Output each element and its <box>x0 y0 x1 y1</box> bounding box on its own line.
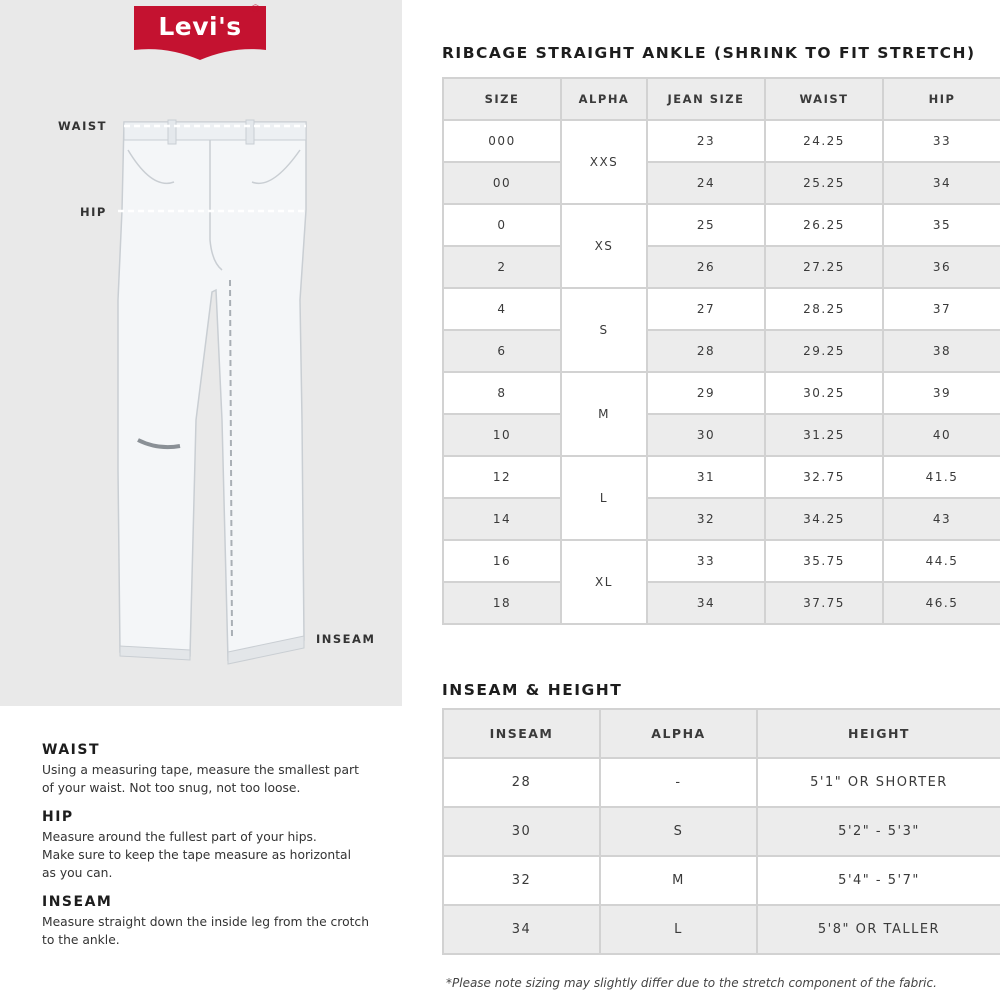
table-row <box>443 856 1000 905</box>
guide-waist <box>42 742 412 797</box>
size-cell: 10 <box>443 414 561 456</box>
height-cell: 5'1" OR SHORTER <box>757 758 1000 807</box>
jean-size-cell: 34 <box>647 582 765 624</box>
column-header: HEIGHT <box>757 709 1000 758</box>
waist-cell: 34.25 <box>765 498 883 540</box>
waist-cell: 31.25 <box>765 414 883 456</box>
table-row <box>443 162 1000 204</box>
jeans-icon <box>0 0 402 706</box>
column-header: ALPHA <box>561 78 647 120</box>
column-header: SIZE <box>443 78 561 120</box>
waist-cell: 28.25 <box>765 288 883 330</box>
jean-size-cell: 30 <box>647 414 765 456</box>
table-row <box>443 582 1000 624</box>
jean-size-cell: 24 <box>647 162 765 204</box>
guide-heading: INSEAM <box>42 894 113 910</box>
size-cell: 14 <box>443 498 561 540</box>
hip-cell: 35 <box>883 204 1000 246</box>
jean-size-cell: 23 <box>647 120 765 162</box>
size-cell: 16 <box>443 540 561 582</box>
inseam-height-table <box>442 708 1000 955</box>
registered-mark: ® <box>250 2 261 15</box>
table-row <box>443 758 1000 807</box>
waist-cell: 35.75 <box>765 540 883 582</box>
guide-text: Measure straight down the inside leg from the crotch to the ankle. <box>42 915 369 947</box>
guide-heading: HIP <box>42 809 74 825</box>
size-cell: 18 <box>443 582 561 624</box>
height-cell: 5'8" OR TALLER <box>757 905 1000 954</box>
alpha-cell: M <box>561 372 647 456</box>
guide-text: Using a measuring tape, measure the smallest part of your waist. Not too snug, not too loose. <box>42 763 359 795</box>
table-row <box>443 120 1000 162</box>
size-chart-table <box>442 77 1000 625</box>
size-cell: 8 <box>443 372 561 414</box>
hip-cell: 41.5 <box>883 456 1000 498</box>
inseam-cell: 32 <box>443 856 600 905</box>
column-header: JEAN SIZE <box>647 78 765 120</box>
hip-cell: 46.5 <box>883 582 1000 624</box>
hip-cell: 34 <box>883 162 1000 204</box>
hip-cell: 40 <box>883 414 1000 456</box>
inseam-cell: 34 <box>443 905 600 954</box>
waist-cell: 32.75 <box>765 456 883 498</box>
hip-cell: 33 <box>883 120 1000 162</box>
hip-cell: 38 <box>883 330 1000 372</box>
table-row <box>443 540 1000 582</box>
table-row <box>443 246 1000 288</box>
size-cell: 0 <box>443 204 561 246</box>
table-row <box>443 372 1000 414</box>
size-cell: 2 <box>443 246 561 288</box>
jean-size-cell: 32 <box>647 498 765 540</box>
waist-cell: 29.25 <box>765 330 883 372</box>
alpha-cell: L <box>600 905 757 954</box>
size-cell: 6 <box>443 330 561 372</box>
alpha-cell: XXS <box>561 120 647 204</box>
waist-cell: 27.25 <box>765 246 883 288</box>
hip-cell: 36 <box>883 246 1000 288</box>
jeans-illustration-panel <box>0 0 402 706</box>
hip-cell: 39 <box>883 372 1000 414</box>
guide-hip <box>42 809 412 882</box>
size-cell: 00 <box>443 162 561 204</box>
jean-size-cell: 29 <box>647 372 765 414</box>
guide-text: Measure around the fullest part of your hips. Make sure to keep the tape measure as horizontal as you can. <box>42 830 351 880</box>
table-row <box>443 807 1000 856</box>
waist-cell: 24.25 <box>765 120 883 162</box>
jean-size-cell: 28 <box>647 330 765 372</box>
height-cell: 5'2" - 5'3" <box>757 807 1000 856</box>
jean-size-cell: 26 <box>647 246 765 288</box>
waist-cell: 26.25 <box>765 204 883 246</box>
column-header: INSEAM <box>443 709 600 758</box>
table-row <box>443 905 1000 954</box>
table-header-row <box>443 78 1000 120</box>
measuring-guide <box>42 742 412 961</box>
inseam-cell: 28 <box>443 758 600 807</box>
hip-cell: 44.5 <box>883 540 1000 582</box>
alpha-cell: M <box>600 856 757 905</box>
height-cell: 5'4" - 5'7" <box>757 856 1000 905</box>
alpha-cell: L <box>561 456 647 540</box>
jean-size-cell: 33 <box>647 540 765 582</box>
guide-inseam <box>42 894 412 949</box>
waist-label: WAIST <box>58 119 107 133</box>
alpha-cell: XL <box>561 540 647 624</box>
table-header-row <box>443 709 1000 758</box>
stretch-footnote: *Please note sizing may slightly differ due to the stretch component of the fabric. <box>446 976 937 990</box>
inseam-label: INSEAM <box>316 632 376 646</box>
hip-cell: 43 <box>883 498 1000 540</box>
table-row <box>443 330 1000 372</box>
size-chart-title: RIBCAGE STRAIGHT ANKLE (SHRINK TO FIT STRETCH) <box>442 44 976 62</box>
jean-size-cell: 31 <box>647 456 765 498</box>
waist-cell: 37.75 <box>765 582 883 624</box>
size-cell: 12 <box>443 456 561 498</box>
size-cell: 000 <box>443 120 561 162</box>
waist-cell: 30.25 <box>765 372 883 414</box>
waist-cell: 25.25 <box>765 162 883 204</box>
hip-label: HIP <box>80 205 107 219</box>
column-header: HIP <box>883 78 1000 120</box>
brand-name: Levi's <box>158 12 242 41</box>
table-row <box>443 498 1000 540</box>
column-header: ALPHA <box>600 709 757 758</box>
guide-heading: WAIST <box>42 742 100 758</box>
hip-cell: 37 <box>883 288 1000 330</box>
table-row <box>443 456 1000 498</box>
table-row <box>443 288 1000 330</box>
size-cell: 4 <box>443 288 561 330</box>
alpha-cell: XS <box>561 204 647 288</box>
jean-size-cell: 25 <box>647 204 765 246</box>
alpha-cell: - <box>600 758 757 807</box>
inseam-cell: 30 <box>443 807 600 856</box>
alpha-cell: S <box>561 288 647 372</box>
column-header: WAIST <box>765 78 883 120</box>
table-row <box>443 204 1000 246</box>
alpha-cell: S <box>600 807 757 856</box>
table-row <box>443 414 1000 456</box>
inseam-chart-title: INSEAM & HEIGHT <box>442 681 623 699</box>
jean-size-cell: 27 <box>647 288 765 330</box>
